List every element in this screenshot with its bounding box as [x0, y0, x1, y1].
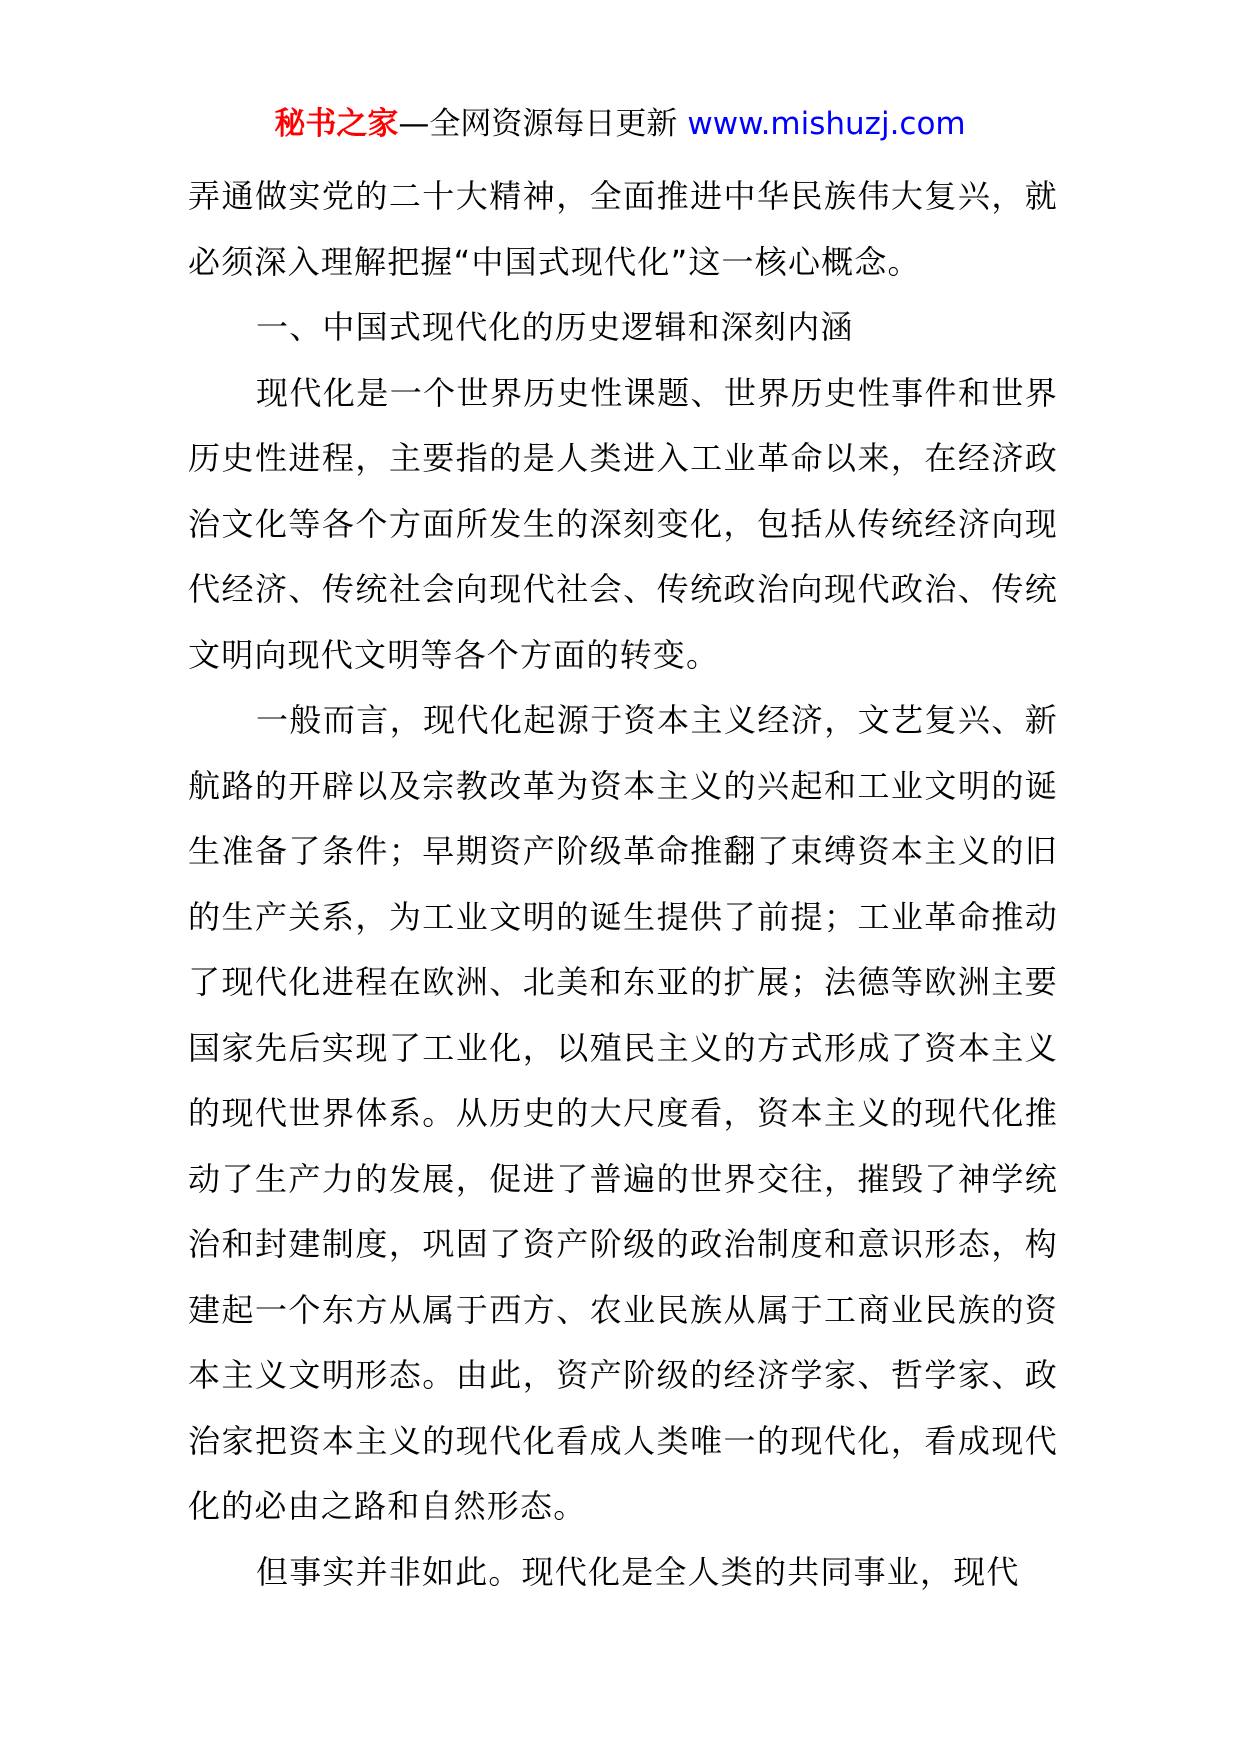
site-url-link[interactable]: www.mishuzj.com — [687, 106, 966, 142]
paragraph-modernization-definition: 现代化是一个世界历史性课题、世界历史性事件和世界历史性进程，主要指的是人类进入工业革命以来，在经济政治文化等各个方面所发生的深刻变化，包括从传统经济向现代经济、传统社会向现代社会、传统政治向现代政治、传统文明向现代文明等各个方面的转变。 — [188, 373, 1058, 674]
paragraph-intro-continuation: 弄通做实党的二十大精神，全面推进中华民族伟大复兴，就必须深入理解把握“中国式现代化”这一核心概念。 — [188, 177, 1058, 281]
brand-name: 秘书之家 — [274, 106, 399, 142]
paragraph-capitalist-modernization: 一般而言，现代化起源于资本主义经济，文艺复兴、新航路的开辟以及宗教改革为资本主义的兴起和工业文明的诞生准备了条件；早期资产阶级革命推翻了束缚资本主义的旧的生产关系，为工业文明的诞生提供了前提；工业革命推动了现代化进程在欧洲、北美和东亚的扩展；法德等欧洲主要国家先后实现了工业化，以殖民主义的方式形成了资本主义的现代世界体系。从历史的大尺度看，资本主义的现代化推动了生产力的发展，促进了普遍的世界交往，摧毁了神学统治和封建制度，巩固了资产阶级的政治制度和意识形态，构建起一个东方从属于西方、农业民族从属于工商业民族的资本主义文明形态。由此，资产阶级的经济学家、哲学家、政治家把资本主义的现代化看成人类唯一的现代化，看成现代化的必由之路和自然形态。 — [188, 701, 1058, 1525]
section-heading: 一、中国式现代化的历史逻辑和深刻内涵 — [256, 308, 854, 346]
document-body — [188, 164, 1058, 1605]
site-header — [0, 102, 1240, 146]
paragraph-counterpoint: 但事实并非如此。现代化是全人类的共同事业，现代 — [256, 1552, 1020, 1591]
header-tagline: —全网资源每日更新 — [398, 106, 678, 142]
